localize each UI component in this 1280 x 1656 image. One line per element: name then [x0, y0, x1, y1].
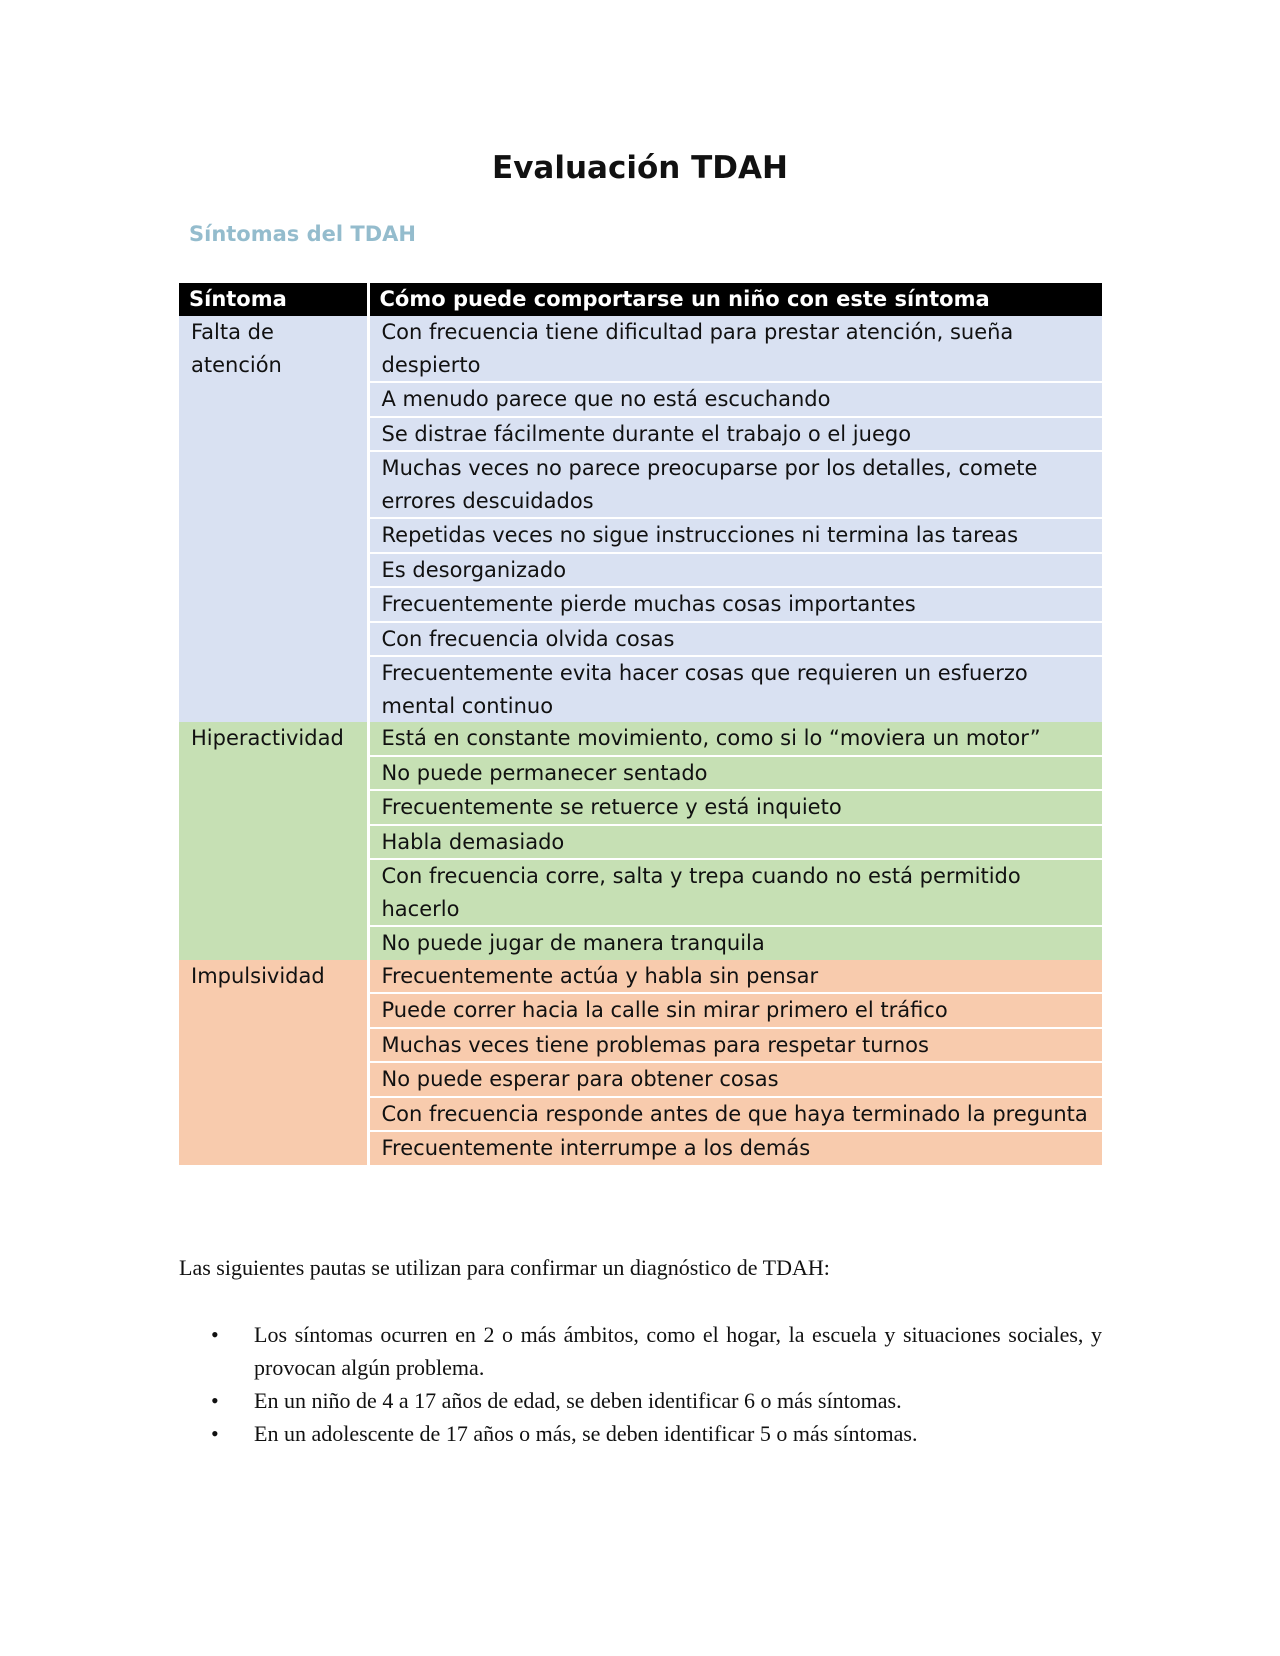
symptom-description: Frecuentemente actúa y habla sin pensar — [368, 960, 1102, 994]
bullet-icon: • — [211, 1421, 219, 1446]
table-row — [179, 316, 1102, 382]
symptom-description: Puede correr hacia la calle sin mirar primero el tráfico — [368, 993, 1102, 1028]
table-row — [179, 722, 1102, 756]
header-symptom: Síntoma — [179, 283, 368, 316]
guidelines-list — [179, 1318, 1102, 1450]
guideline-text: Los síntomas ocurren en 2 o más ámbitos, como el hogar, la escuela y situaciones sociales, y provocan algún problema. — [254, 1322, 1102, 1380]
symptom-description: No puede jugar de manera tranquila — [368, 926, 1102, 960]
symptom-description: Frecuentemente evita hacer cosas que requieren un esfuerzo mental continuo — [368, 656, 1102, 722]
symptom-description: Está en constante movimiento, como si lo “moviera un motor” — [368, 722, 1102, 756]
header-behavior: Cómo puede comportarse un niño con este síntoma — [368, 283, 1102, 316]
symptom-description: Con frecuencia tiene dificultad para prestar atención, sueña despierto — [368, 316, 1102, 382]
list-item — [179, 1417, 1102, 1450]
symptom-description: Muchas veces no parece preocuparse por los detalles, comete errores descuidados — [368, 451, 1102, 518]
guideline-text: En un niño de 4 a 17 años de edad, se deben identificar 6 o más síntomas. — [254, 1388, 902, 1413]
page-title: Evaluación TDAH — [492, 150, 788, 186]
table-body — [179, 316, 1102, 1165]
symptom-description: Frecuentemente se retuerce y está inquieto — [368, 790, 1102, 825]
symptom-description: No puede esperar para obtener cosas — [368, 1062, 1102, 1097]
symptom-description: Se distrae fácilmente durante el trabajo o el juego — [368, 417, 1102, 452]
list-item — [179, 1384, 1102, 1417]
table-header — [179, 283, 1102, 316]
table-row — [179, 960, 1102, 994]
bullet-icon: • — [211, 1388, 219, 1413]
symptom-description: Con frecuencia responde antes de que haya terminado la pregunta — [368, 1097, 1102, 1132]
bullet-icon: • — [211, 1322, 219, 1347]
symptom-description: Con frecuencia corre, salta y trepa cuando no está permitido hacerlo — [368, 859, 1102, 926]
symptom-description: Repetidas veces no sigue instrucciones ni termina las tareas — [368, 518, 1102, 553]
guidelines-intro: Las siguientes pautas se utilizan para confirmar un diagnóstico de TDAH: — [179, 1255, 830, 1280]
symptom-description: Frecuentemente pierde muchas cosas importantes — [368, 587, 1102, 622]
symptom-category: Falta de atención — [179, 316, 368, 722]
symptom-description: Con frecuencia olvida cosas — [368, 622, 1102, 657]
symptom-description: Frecuentemente interrumpe a los demás — [368, 1131, 1102, 1165]
symptom-category: Hiperactividad — [179, 722, 368, 960]
section-heading: Síntomas del TDAH — [189, 222, 416, 246]
list-item — [179, 1318, 1102, 1384]
symptom-table — [179, 283, 1102, 1165]
symptom-description: Es desorganizado — [368, 553, 1102, 588]
symptom-description: No puede permanecer sentado — [368, 756, 1102, 791]
symptom-category: Impulsividad — [179, 960, 368, 1165]
symptom-description: Muchas veces tiene problemas para respetar turnos — [368, 1028, 1102, 1063]
symptom-description: A menudo parece que no está escuchando — [368, 382, 1102, 417]
symptom-description: Habla demasiado — [368, 825, 1102, 860]
guideline-text: En un adolescente de 17 años o más, se deben identificar 5 o más síntomas. — [254, 1421, 918, 1446]
